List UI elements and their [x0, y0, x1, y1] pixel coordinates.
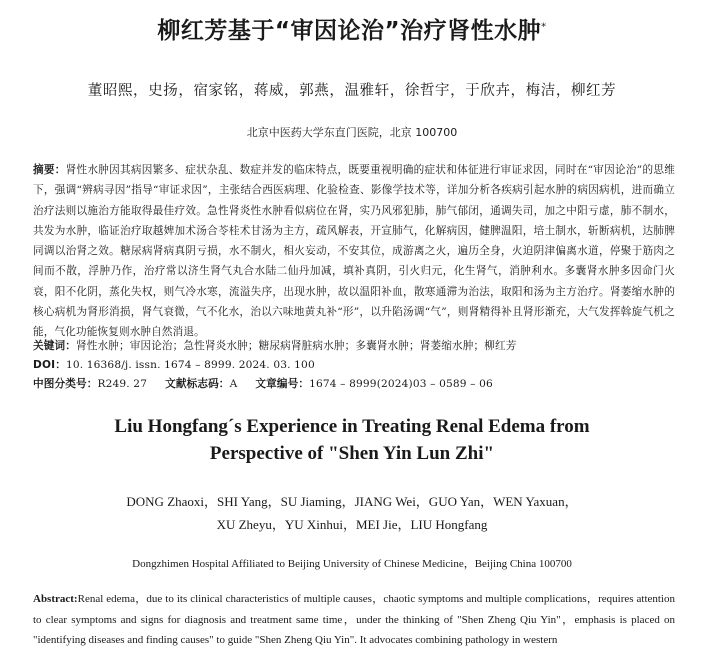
english-abstract-label: Abstract: [33, 593, 78, 605]
keywords-label: 关键词： [33, 340, 76, 352]
chinese-abstract-text: 肾性水肿因其病因繁多、症状杂乱、数症并发的临床特点，既要重视明确的症状和体征进行审证求因，同时在“审因论治”的思维下，强调“辨病寻因”指导“审证求因”，主张结合西医病理、化验检查、影像学技术等，详加分析各疾病引起水肿的病因病机，进而确立治疗法则以施治方能取得最佳疗效。急性肾炎性水肿看似病位在肾，实乃风邪犯肺，肺气郁闭，通调失司，加之中阳亏虚，肺不制水，共发为水肿，临证治疗取越婢加术汤合苓桂术甘汤为主方，疏风解表，开宣肺气，化解病因，健脾温阳，培土制水，斩断病机，达肺脾同调以治肾之效。糖尿病肾病真阴亏损，水不制火，相火妄动，不安其位，成游离之火，遍历全身，火迫阴津偏离水道，停聚于筋肉之间而不散，浮肿乃作，治疗常以济生肾气丸合水陆二仙丹加减，填补真阴，引火归元，化生肾气，消肿利水。多囊肾水肿多因命门火衰，阳不化阴，蒸化失权，则气冷水寒，流溢失序，出现水肿，故以温阳补血，散寒通滞为治法，取阳和汤为主方治疗。肾萎缩水肿的核心病机为肾形消损，肾气衰微，气不化水，治以六味地黄丸补“形”，以升陷汤调“气”，则肾精得补且肾形渐充，大气发挥斡旋气机之能，气化功能恢复则水肿自然消退。 [33, 164, 675, 339]
document-code-value: A [229, 378, 238, 390]
article-number-field [255, 374, 493, 394]
chinese-abstract-label: 摘要： [33, 164, 66, 176]
chinese-title [0, 12, 704, 45]
document-code-field [165, 374, 237, 394]
english-abstract [33, 589, 675, 651]
english-title [0, 413, 704, 467]
clc-field [33, 374, 147, 394]
chinese-author-list: 董昭熙，史扬，宿家铭，蒋威，郭燕，温雅轩，徐哲宇，于欣卉，梅洁，柳红芳 [87, 83, 617, 99]
article-number-label: 文章编号： [255, 378, 310, 390]
english-abstract-text: Renal edema，due to its clinical characteristics of multiple causes，chaotic symptoms and multiple complications，requires attention to clear symptoms and signs for diagnosis and treatment same time，under the thinking of "Shen Zheng Qiu Yin"，emphasis is placed on "identifying diseases and finding causes" to guide "Shen Zheng Qiu Yin". It advocates combining pathology in western [33, 593, 675, 646]
doi-value: 10. 16368/j. issn. 1674 – 8999. 2024. 03. 100 [65, 359, 315, 371]
chinese-keywords [33, 336, 675, 356]
english-title-line-1: Liu Hongfang´s Experience in Treating Renal Edema from [114, 416, 590, 437]
clc-label: 中图分类号： [33, 378, 98, 390]
title-footnote-mark: * [541, 21, 547, 33]
article-number-value: 1674 – 8999(2024)03 – 0589 – 06 [309, 378, 493, 390]
document-code-label: 文献标志码： [165, 378, 230, 390]
english-affiliation: Dongzhimen Hospital Affiliated to Beijing University of Chinese Medicine，Beijing China 100700 [132, 558, 572, 570]
keywords-text: 肾性水肿；审因论治；急性肾炎水肿；糖尿病肾脏病水肿；多囊肾水肿；肾萎缩水肿；柳红芳 [75, 340, 517, 352]
chinese-title-text: 柳红芳基于“审因论治”治疗肾性水肿 [157, 18, 542, 44]
english-title-line-2: Perspective of "Shen Yin Lun Zhi" [209, 443, 495, 464]
english-author-list [0, 490, 704, 536]
chinese-abstract [33, 160, 675, 343]
chinese-affiliation: 北京中医药大学东直门医院，北京 100700 [246, 126, 458, 139]
classification-line [33, 374, 675, 394]
english-authors-line-2: XU Zheyu，YU Xinhui，MEI Jie，LIU Hongfang [216, 517, 488, 532]
doi-label: DOI： [33, 359, 66, 371]
english-authors-line-1: DONG Zhaoxi，SHI Yang，SU Jiaming，JIANG Wei，GUO Yan，WEN Yaxuan， [126, 494, 578, 509]
clc-value: R249. 27 [97, 378, 148, 390]
doi-line [33, 355, 675, 375]
